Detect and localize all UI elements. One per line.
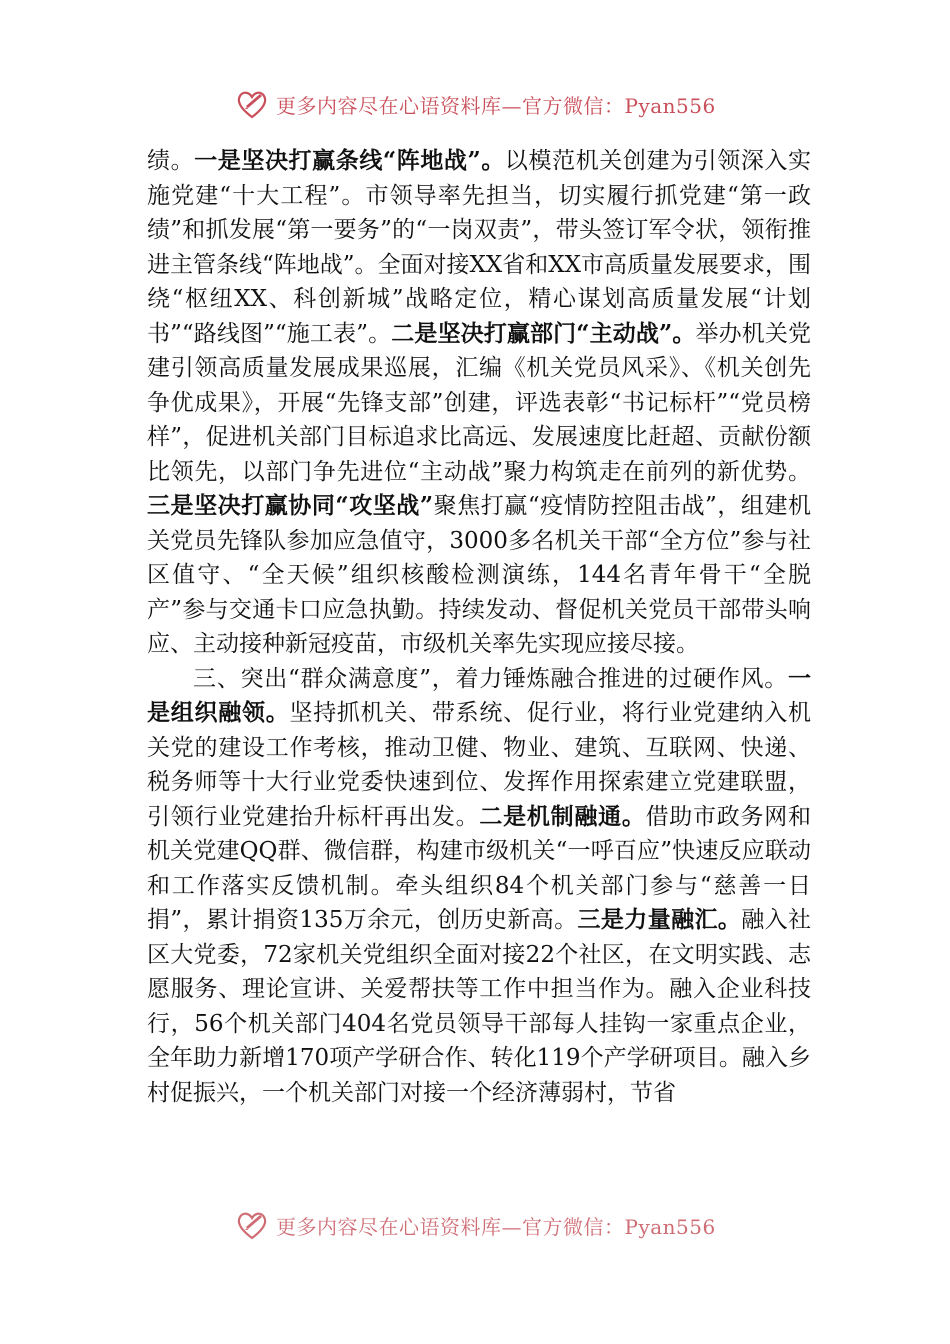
bold-heading-run: 三是坚决打赢协同“攻坚战” bbox=[147, 492, 434, 519]
paragraph bbox=[147, 662, 811, 1111]
text-run: 举办机关党建引领高质量发展成果巡展，汇编《机关党员风采》、《机关创先争优成果》，开展“先锋支部”创建，评选表彰“书记标杆”“党员榜样”，促进机关部门目标追求比高远、发展速度比赶超、贡献份额比领先，以部门争先进位“主动战”聚力构筑走在前列的新优势。 bbox=[147, 320, 811, 485]
paragraph bbox=[147, 144, 811, 662]
bold-heading-run: 二是坚决打赢部门“主动战”。 bbox=[391, 319, 696, 347]
text-run: 借助市政务网和机关党建QQ群、微信群，构建市级机关“一呼百应”快速反应联动和工作落实反馈机制。牵头组织84个机关部门参与“慈善一日捐”，累计捐资135万余元，创历史新高。 bbox=[147, 803, 812, 933]
heart-pen-logo-icon bbox=[234, 86, 270, 122]
text-run: 融入社区大党委，72家机关党组织全面对接22个社区，在文明实践、志愿服务、理论宣讲、关爱帮扶等工作中担当作为。融入企业科技行，56个机关部门404名党员领导干部每人挂钩一家重点企业，全年助力新增170项产学研合作、转化119个产学研项目。融入乡村促振兴，一个机关部门对接一个经济薄弱村，节省 bbox=[147, 907, 811, 1106]
text-run: 绩。 bbox=[147, 148, 195, 174]
watermark-text: 更多内容尽在心语资料库—官方微信：Pyan556 bbox=[276, 1214, 716, 1239]
body-text bbox=[147, 144, 811, 1110]
bold-heading-run: 一是坚决打赢条线“阵地战”。 bbox=[194, 147, 505, 174]
text-run: 以模范机关创建为引领深入实施党建“十大工程”。市领导率先担当，切实履行抓党建“第一政绩”和抓发展“第一要务”的“一岗双责”，带头签订军令状，领衔推进主管条线“阵地战”。全面对接XX省和XX市高质量发展要求，围绕“枢纽XX、科创新城”战略定位，精心谋划高质量发展“计划书”“路线图”“施工表”。 bbox=[147, 148, 812, 347]
text-run: 三、突出“群众满意度”，着力锤炼融合推进的过硬作风。 bbox=[193, 665, 788, 692]
heart-pen-logo-icon bbox=[234, 1207, 270, 1243]
bold-heading-run: 一是组织融领。 bbox=[147, 664, 811, 726]
watermark-footer bbox=[234, 1205, 794, 1245]
watermark-text: 更多内容尽在心语资料库—官方微信：Pyan556 bbox=[276, 93, 716, 118]
watermark-header bbox=[234, 84, 794, 124]
bold-heading-run: 三是力量融汇。 bbox=[577, 906, 742, 933]
text-run: 聚焦打赢“疫情防控阻击战”，组建机关党员先锋队参加应急值守，3000多名机关干部“全方位”参与社区值守、“全天候”组织核酸检测演练，144名青年骨干“全脱产”参与交通卡口应急执勤。持续发动、督促机关党员干部带头响应、主动接种新冠疫苗，市级机关率先实现应接尽接。 bbox=[147, 493, 811, 657]
bold-heading-run: 二是机制融通。 bbox=[479, 802, 646, 830]
text-run: 坚持抓机关、带系统、促行业，将行业党建纳入机关党的建设工作考核，推动卫健、物业、建筑、互联网、快递、税务师等十大行业党委快速到位、发挥作用探索建立党建联盟，引领行业党建抬升标杆再出发。 bbox=[147, 700, 812, 830]
